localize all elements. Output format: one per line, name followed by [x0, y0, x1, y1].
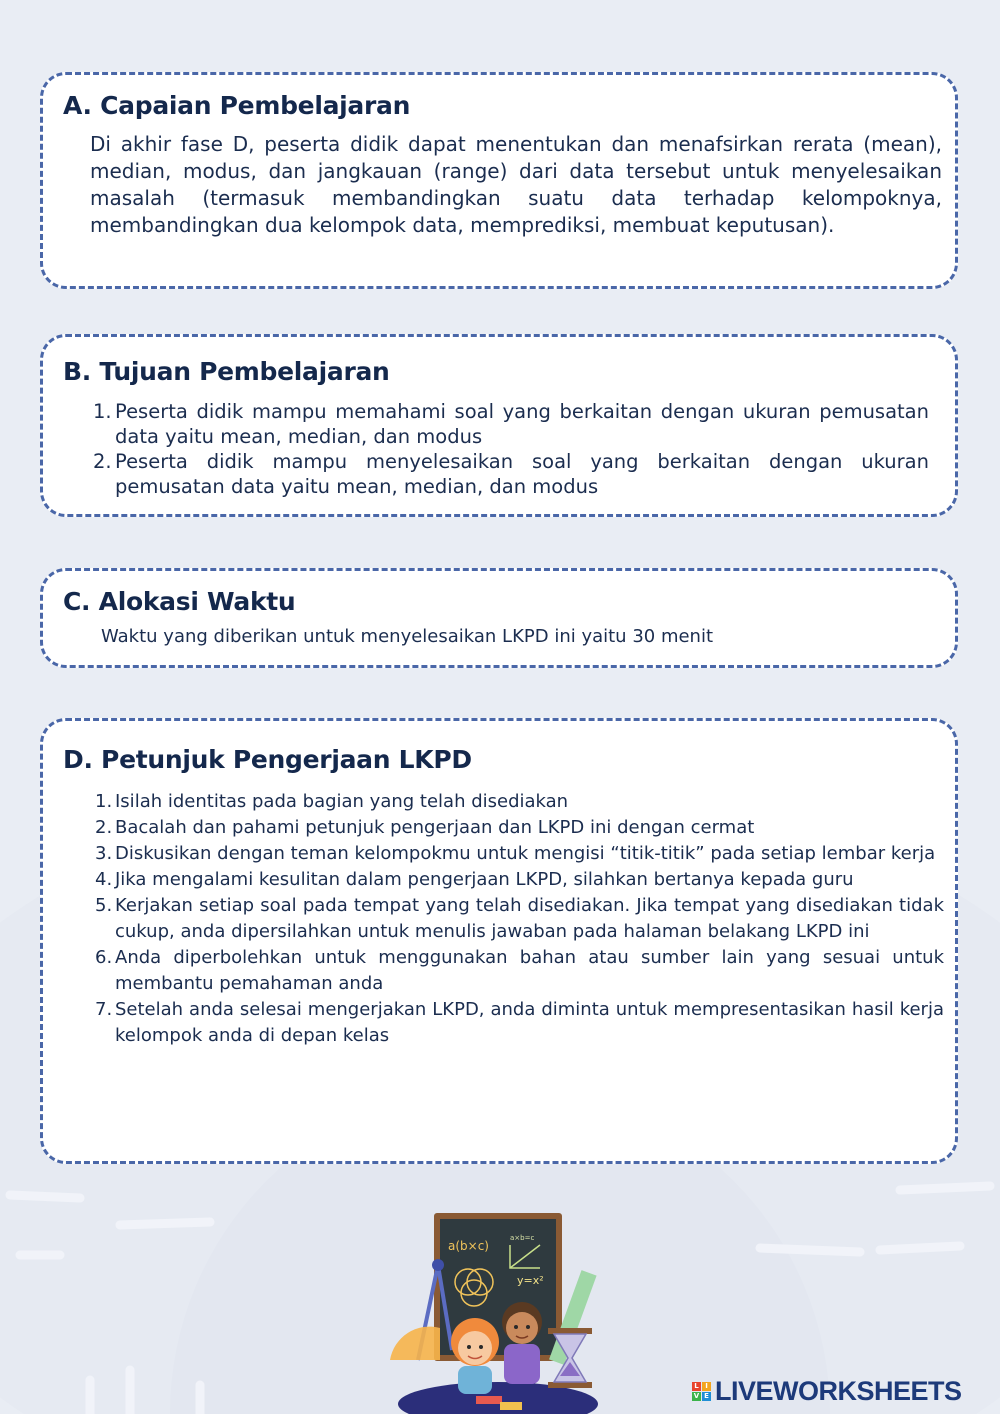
logo-mark-tile: I — [702, 1382, 711, 1391]
list-item-text: Peserta didik mampu menyelesaikan soal yang berkaitan dengan ukuran pemusatan data yaitu mean, median, dan modus — [115, 450, 929, 498]
list-item-text: Kerjakan setiap soal pada tempat yang telah disediakan. Jika tempat yang disediakan tidak cukup, anda dipersilahkan untuk menulis jawaban pada halaman belakang LKPD ini — [115, 895, 944, 942]
list-item-number: 5. — [95, 895, 113, 916]
section-title: D. Petunjuk Pengerjaan LKPD — [63, 745, 472, 774]
list-item-text: Jika mengalami kesulitan dalam pengerjaan LKPD, silahkan bertanya kepada guru — [115, 869, 854, 890]
list-item-text: Isilah identitas pada bagian yang telah disediakan — [115, 791, 569, 812]
list-item — [93, 867, 944, 893]
logo-mark-tile: E — [702, 1392, 711, 1401]
list-item-text: Anda diperbolehkan untuk menggunakan bahan atau sumber lain yang sesuai untuk membantu pemahaman anda — [115, 947, 944, 994]
list-item — [93, 815, 944, 841]
classroom-illustration — [380, 1210, 610, 1414]
list-item — [93, 449, 929, 499]
section-title: A. Capaian Pembelajaran — [63, 91, 411, 120]
section-alokasi-waktu — [40, 568, 958, 668]
liveworksheets-logo — [692, 1376, 962, 1406]
list-item-number: 7. — [95, 999, 113, 1020]
list-item-text: Setelah anda selesai mengerjakan LKPD, anda diminta untuk mempresentasikan hasil kerja kelompok anda di depan kelas — [115, 999, 944, 1046]
logo-mark-tile: L — [692, 1382, 701, 1391]
list-item — [93, 841, 944, 867]
logo-mark-tile: V — [693, 1391, 700, 1400]
list-item-number: 2. — [93, 450, 112, 473]
section-petunjuk-pengerjaan — [40, 718, 958, 1164]
petunjuk-list — [93, 789, 944, 1049]
list-item-number: 4. — [95, 869, 113, 890]
list-item-number: 1. — [93, 400, 112, 423]
section-capaian-pembelajaran — [40, 72, 958, 289]
list-item — [93, 997, 944, 1049]
section-body: Di akhir fase D, peserta didik dapat menentukan dan menafsirkan rerata (mean), median, modus, dan jangkauan (range) dari data tersebut untuk menyelesaikan masalah (termasuk membandingkan suatu data terhadap kelompoknya, membandingkan dua kelompok data, memprediksi, membuat keputusan). — [90, 132, 942, 237]
section-title: C. Alokasi Waktu — [63, 587, 296, 616]
liveworksheets-wordmark: LIVEWORKSHEETS — [715, 1375, 962, 1406]
list-item — [93, 399, 929, 449]
list-item — [93, 789, 944, 815]
liveworksheets-mark-icon — [692, 1382, 711, 1401]
board-formula-1: a(b×c) — [448, 1239, 489, 1253]
section-body: Waktu yang diberikan untuk menyelesaikan LKPD ini yaitu 30 menit — [101, 626, 714, 647]
board-formula-2: y=x² — [517, 1274, 544, 1287]
list-item-text: Bacalah dan pahami petunjuk pengerjaan dan LKPD ini dengan cermat — [115, 817, 755, 838]
list-item-text: Peserta didik mampu memahami soal yang berkaitan dengan ukuran pemusatan data yaitu mean, median, dan modus — [115, 400, 929, 448]
list-item — [93, 945, 944, 997]
list-item-number: 3. — [95, 843, 113, 864]
list-item-number: 6. — [95, 947, 113, 968]
tujuan-list — [93, 399, 929, 499]
section-title: B. Tujuan Pembelajaran — [63, 357, 390, 386]
board-formula-3: a×b=c — [510, 1234, 535, 1242]
list-item — [93, 893, 944, 945]
list-item-number: 1. — [95, 791, 113, 812]
list-item-text: Diskusikan dengan teman kelompokmu untuk mengisi “titik-titik” pada setiap lembar kerja — [115, 843, 936, 864]
list-item-number: 2. — [95, 817, 113, 838]
section-tujuan-pembelajaran — [40, 334, 958, 517]
